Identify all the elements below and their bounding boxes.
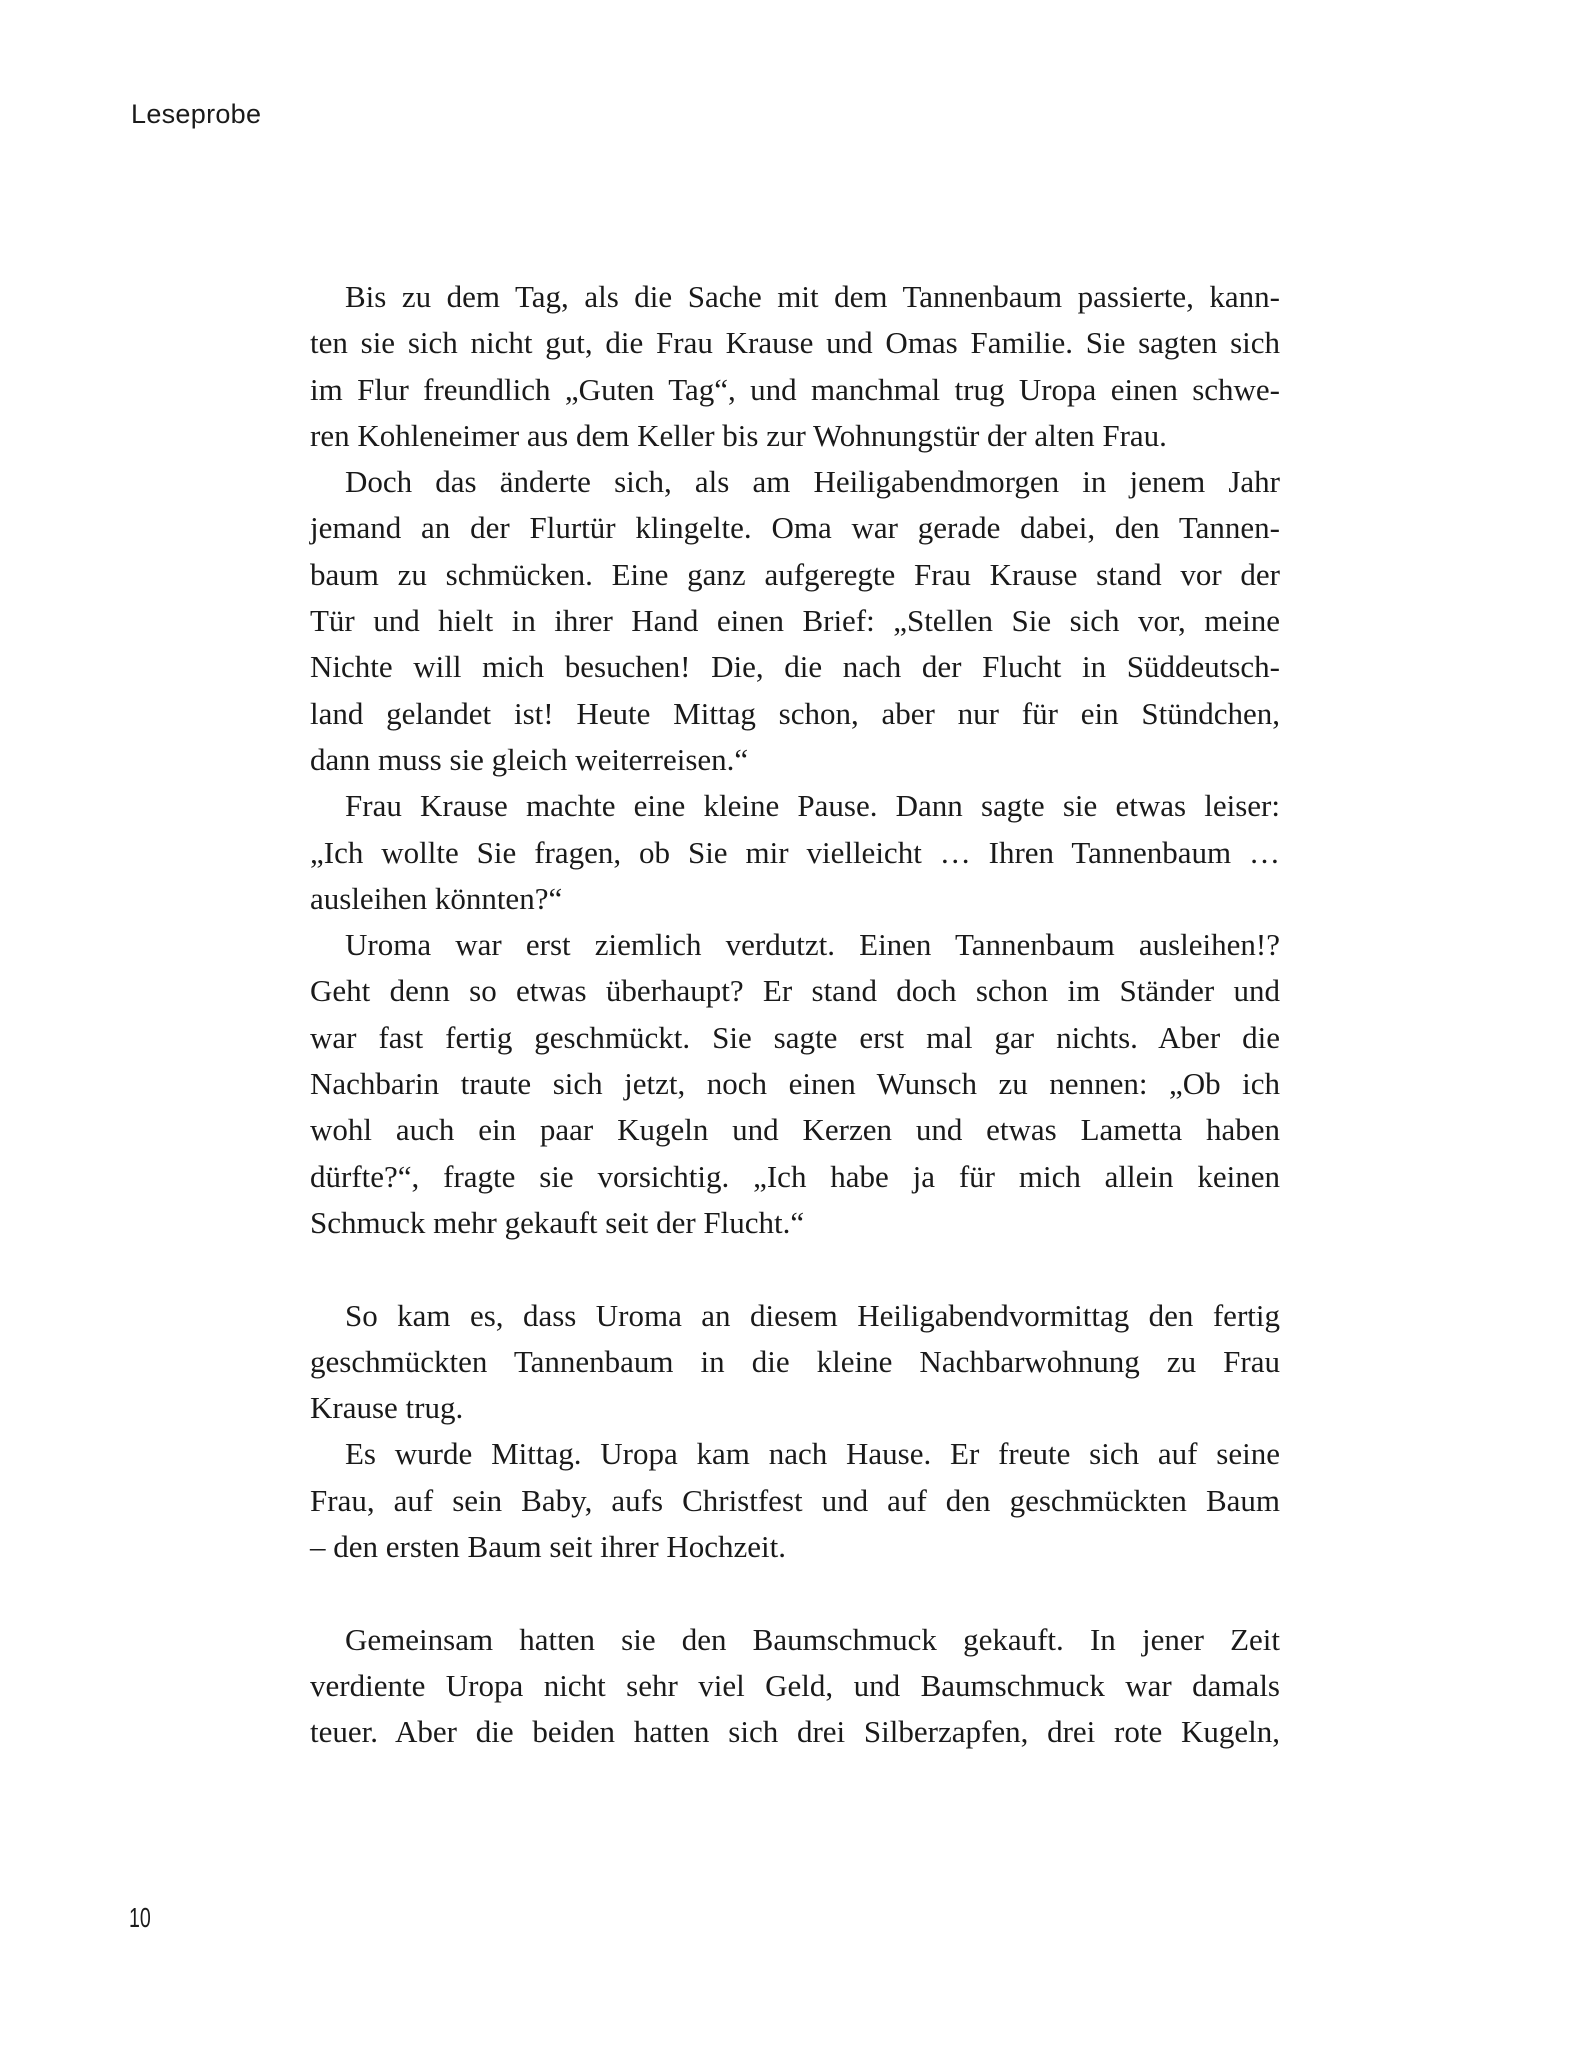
text-line: ausleihen könnten?“ (310, 880, 563, 916)
text-line: Nachbarin traute sich jetzt, noch einen Wunsch zu nennen: „Ob ich (310, 1066, 1280, 1102)
text-line: Uroma war erst ziemlich verdutzt. Einen Tannenbaum ausleihen!? (345, 927, 1280, 963)
text-line: Es wurde Mittag. Uropa kam nach Hause. Er freute sich auf seine (345, 1436, 1280, 1472)
text-line: Doch das änderte sich, als am Heiligabendmorgen in jenem Jahr (345, 464, 1280, 500)
text-line: Geht denn so etwas überhaupt? Er stand doch schon im Ständer und (310, 973, 1280, 1009)
text-line: wohl auch ein paar Kugeln und Kerzen und etwas Lametta haben (310, 1112, 1280, 1148)
page-number: 10 (129, 1902, 151, 1933)
text-line: jemand an der Flurtür klingelte. Oma war gerade dabei, den Tannen- (310, 510, 1280, 546)
text-line: im Flur freundlich „Guten Tag“, und manchmal trug Uropa einen schwe- (310, 371, 1280, 407)
text-line: Gemeinsam hatten sie den Baumschmuck gekauft. In jener Zeit (345, 1621, 1280, 1657)
text-line: teuer. Aber die beiden hatten sich drei Silberzapfen, drei rote Kugeln, (310, 1714, 1280, 1750)
text-line: „Ich wollte Sie fragen, ob Sie mir vielleicht … Ihren Tannenbaum … (310, 834, 1280, 870)
text-line: – den ersten Baum seit ihrer Hochzeit. (310, 1529, 787, 1565)
section-break (310, 1246, 1280, 1292)
text-line: ten sie sich nicht gut, die Frau Krause und Omas Familie. Sie sagten sich (310, 325, 1280, 361)
text-line: Bis zu dem Tag, als die Sache mit dem Tannenbaum passierte, kann- (345, 279, 1280, 314)
text-line: land gelandet ist! Heute Mittag schon, aber nur für ein Stündchen, (310, 695, 1280, 731)
text-line: ren Kohleneimer aus dem Keller bis zur Wohnungstür der alten Frau. (310, 417, 1167, 453)
text-line: Frau Krause machte eine kleine Pause. Dann sagte sie etwas leiser: (345, 788, 1280, 824)
text-line: war fast fertig geschmückt. Sie sagte erst mal gar nichts. Aber die (310, 1019, 1280, 1055)
text-line: Krause trug. (310, 1390, 464, 1426)
text-line: verdiente Uropa nicht sehr viel Geld, und Baumschmuck war damals (310, 1667, 1280, 1703)
text-line: geschmückten Tannenbaum in die kleine Nachbarwohnung zu Frau (310, 1343, 1280, 1379)
text-line: Schmuck mehr gekauft seit der Flucht.“ (310, 1204, 805, 1240)
text-line: dürfte?“, fragte sie vorsichtig. „Ich habe ja für mich allein keinen (310, 1158, 1280, 1194)
text-line: baum zu schmücken. Eine ganz aufgeregte Frau Krause stand vor der (310, 556, 1280, 592)
text-line: Nichte will mich besuchen! Die, die nach der Flucht in Süddeutsch- (310, 649, 1280, 685)
running-head: Leseprobe (131, 99, 262, 129)
section-break (310, 1570, 1280, 1616)
text-line: Frau, auf sein Baby, aufs Christfest und auf den geschmückten Baum (310, 1482, 1280, 1518)
text-line: So kam es, dass Uroma an diesem Heiligabendvormittag den fertig (345, 1297, 1280, 1333)
text-line: dann muss sie gleich weiterreisen.“ (310, 741, 749, 777)
text-line: Tür und hielt in ihrer Hand einen Brief: „Stellen Sie sich vor, meine (310, 603, 1280, 639)
body-text (310, 274, 1280, 1756)
